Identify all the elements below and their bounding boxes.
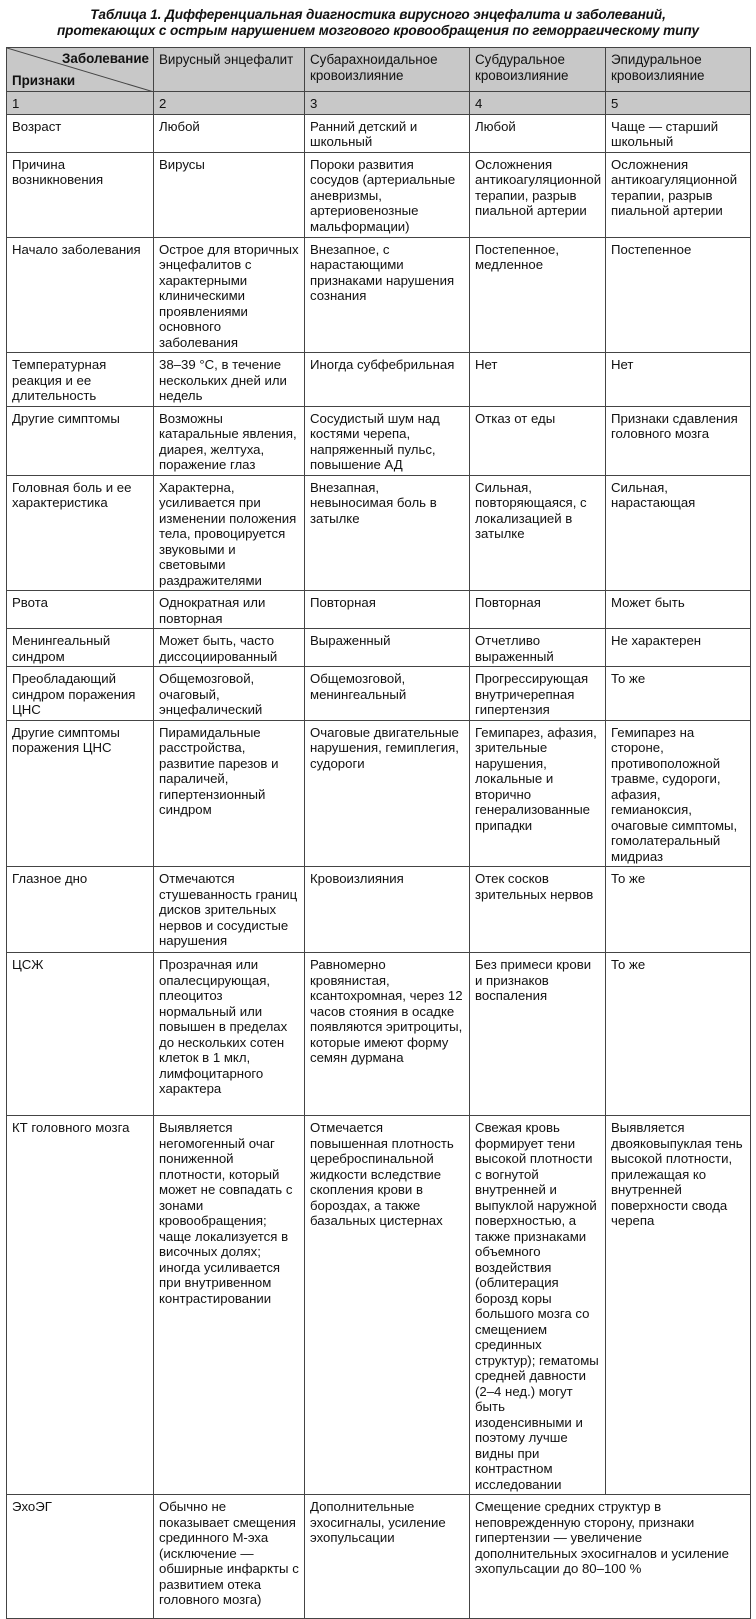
viral-encephalitis-cell: 38–39 °С, в течение нескольких дней или недель: [154, 353, 305, 407]
subdural-cell: Отказ от еды: [470, 406, 606, 475]
epidural-cell: Не характерен: [606, 629, 751, 667]
viral-encephalitis-cell: Прозрачная или опалесцирующая, плеоцитоз нормальный или повышен в пределах до нескольких сотен клеток в 1 мкл, лимфоцитарного характера: [154, 953, 305, 1116]
table-row: [7, 953, 751, 1116]
table-row: [7, 1116, 751, 1495]
viral-encephalitis-cell: Пирамидальные расстройства, развитие парезов и параличей, гипертензионный синдром: [154, 720, 305, 867]
header-corner-signs: Признаки: [12, 72, 76, 88]
sign-cell: ЭхоЭГ: [7, 1495, 154, 1619]
column-number: 3: [305, 92, 470, 115]
sign-cell: КТ головного мозга: [7, 1116, 154, 1495]
table-row: [7, 667, 751, 721]
sign-cell: Головная боль и ее характеристика: [7, 475, 154, 591]
subdural-cell: Сильная, повторяющаяся, с локализацией в затылке: [470, 475, 606, 591]
subdural-epidural-merged-cell: Смещение средних структур в неповрежденную сторону, признаки гипертензии — увеличение дополнительных эхосигналов и усиление эхопульсации до 80–100 %: [470, 1495, 751, 1619]
epidural-cell: Гемипарез на стороне, противоположной травме, судороги, афазия, гемианоксия, очаговые симптомы, гомолатеральный мидриаз: [606, 720, 751, 867]
viral-encephalitis-cell: Острое для вторичных энцефалитов с характерными клиническими проявлениями основного заболевания: [154, 237, 305, 353]
table-row: [7, 591, 751, 629]
sign-cell: ЦСЖ: [7, 953, 154, 1116]
header-col-viral-encephalitis: Вирусный энцефалит: [154, 48, 305, 92]
subarachnoid-cell: Выраженный: [305, 629, 470, 667]
epidural-cell: То же: [606, 667, 751, 721]
subdural-cell: Гемипарез, афазия, зрительные нарушения, локальные и вторично генерализованные припадки: [470, 720, 606, 867]
subarachnoid-cell: Дополнительные эхосигналы, усиление эхопульсации: [305, 1495, 470, 1619]
subdural-cell: Нет: [470, 353, 606, 407]
viral-encephalitis-cell: Характерна, усиливается при изменении положения тела, провоцируется звуковыми и световыми раздражителями: [154, 475, 305, 591]
header-corner-disease: Заболевание: [62, 51, 149, 66]
subdural-cell: Свежая кровь формирует тени высокой плотности с вогнутой внутренней и выпуклой наружной поверхностью, а также признаками объемного воздействия (облитерация борозд коры большого мозга со смещением срединных структур); гематомы средней давности (2–4 нед.) могут быть изоденсивными и поэтому лучше видны при контрастном исследовании: [470, 1116, 606, 1495]
table-row: [7, 152, 751, 237]
caption-line-1: Таблица 1. Дифференциальная диагностика вирусного энцефалита и заболеваний,: [90, 7, 666, 22]
epidural-cell: Чаще — старший школьный: [606, 114, 751, 152]
subarachnoid-cell: Очаговые двигательные нарушения, гемиплегия, судороги: [305, 720, 470, 867]
subarachnoid-cell: Отмечается повышенная плотность цереброспинальной жидкости вследствие скопления крови в бороздах, а также базальных цистернах: [305, 1116, 470, 1495]
sign-cell: Начало заболевания: [7, 237, 154, 353]
subarachnoid-cell: Сосудистый шум над костями черепа, напряженный пульс, повышение АД: [305, 406, 470, 475]
epidural-cell: Выявляется двояковыпуклая тень высокой плотности, прилежащая ко внутренней поверхности свода черепа: [606, 1116, 751, 1495]
epidural-cell: Признаки сдавления головного мозга: [606, 406, 751, 475]
subarachnoid-cell: Повторная: [305, 591, 470, 629]
subdural-cell: Любой: [470, 114, 606, 152]
epidural-cell: Сильная, нарастающая: [606, 475, 751, 591]
subarachnoid-cell: Пороки развития сосудов (артериальные аневризмы, артериовенозные мальформации): [305, 152, 470, 237]
table-row: [7, 114, 751, 152]
header-row: [7, 48, 751, 92]
subdural-cell: Осложнения антикоагуляционной терапии, разрыв пиальной артерии: [470, 152, 606, 237]
viral-encephalitis-cell: Любой: [154, 114, 305, 152]
subarachnoid-cell: Общемозговой, менингеальный: [305, 667, 470, 721]
table-row: [7, 353, 751, 407]
table-row: [7, 237, 751, 353]
viral-encephalitis-cell: Общемозговой, очаговый, энцефалический: [154, 667, 305, 721]
subarachnoid-cell: Ранний детский и школьный: [305, 114, 470, 152]
sign-cell: Другие симптомы поражения ЦНС: [7, 720, 154, 867]
epidural-cell: Может быть: [606, 591, 751, 629]
subarachnoid-cell: Равномерно кровянистая, ксантохромная, через 12 часов стояния в осадке появляются эритроциты, которые имеют форму семян дурмана: [305, 953, 470, 1116]
sign-cell: Причина возникновения: [7, 152, 154, 237]
sign-cell: Возраст: [7, 114, 154, 152]
viral-encephalitis-cell: Может быть, часто диссоциированный: [154, 629, 305, 667]
viral-encephalitis-cell: Выявляется негомогенный очаг пониженной плотности, который может не совпадать с зонами кровообращения; чаще локализуется в височных долях; иногда усиливается при внутривенном контрастировании: [154, 1116, 305, 1495]
viral-encephalitis-cell: Отмечаются стушеванность границ дисков зрительных нервов и сосудистые нарушения: [154, 867, 305, 953]
header-col-epidural: Эпидуральное кровоизлияние: [606, 48, 751, 92]
table-row: [7, 1495, 751, 1619]
header-col-subarachnoid: Субарахноидальное кровоизлияние: [305, 48, 470, 92]
subarachnoid-cell: Внезапное, с нарастающими признаками нарушения сознания: [305, 237, 470, 353]
epidural-cell: Постепенное: [606, 237, 751, 353]
table-row: [7, 406, 751, 475]
caption-line-2: протекающих с острым нарушением мозгового кровообращения по геморрагическому типу: [56, 23, 700, 38]
column-number: 1: [7, 92, 154, 115]
epidural-cell: То же: [606, 867, 751, 953]
column-number: 4: [470, 92, 606, 115]
epidural-cell: То же: [606, 953, 751, 1116]
sign-cell: Температурная реакция и ее длительность: [7, 353, 154, 407]
viral-encephalitis-cell: Обычно не показывает смещения срединного М-эха (исключение — обширные инфаркты с развитием отека головного мозга): [154, 1495, 305, 1619]
sign-cell: Менингеальный синдром: [7, 629, 154, 667]
sign-cell: Глазное дно: [7, 867, 154, 953]
viral-encephalitis-cell: Возможны катаральные явления, диарея, желтуха, поражение глаз: [154, 406, 305, 475]
table-row: [7, 475, 751, 591]
viral-encephalitis-cell: Однократная или повторная: [154, 591, 305, 629]
table-caption: [6, 7, 750, 39]
subdural-cell: Прогрессирующая внутричерепная гипертензия: [470, 667, 606, 721]
column-number: 5: [606, 92, 751, 115]
subdural-cell: Отек сосков зрительных нервов: [470, 867, 606, 953]
sign-cell: Преобладающий синдром поражения ЦНС: [7, 667, 154, 721]
table-row: [7, 867, 751, 953]
epidural-cell: Осложнения антикоагуляционной терапии, разрыв пиальной артерии: [606, 152, 751, 237]
subarachnoid-cell: Кровоизлияния: [305, 867, 470, 953]
sign-cell: Рвота: [7, 591, 154, 629]
header-col-subdural: Субдуральное кровоизлияние: [470, 48, 606, 92]
differential-diagnosis-table: [6, 47, 751, 1619]
table-row: [7, 720, 751, 867]
subdural-cell: Отчетливо выраженный: [470, 629, 606, 667]
subdural-cell: Повторная: [470, 591, 606, 629]
column-number: 2: [154, 92, 305, 115]
epidural-cell: Нет: [606, 353, 751, 407]
subdural-cell: Постепенное, медленное: [470, 237, 606, 353]
viral-encephalitis-cell: Вирусы: [154, 152, 305, 237]
subarachnoid-cell: Внезапная, невыносимая боль в затылке: [305, 475, 470, 591]
header-corner-cell: [7, 48, 154, 92]
subdural-cell: Без примеси крови и признаков воспаления: [470, 953, 606, 1116]
table-row: [7, 629, 751, 667]
subarachnoid-cell: Иногда субфебрильная: [305, 353, 470, 407]
sign-cell: Другие симптомы: [7, 406, 154, 475]
column-number-row: [7, 92, 751, 115]
